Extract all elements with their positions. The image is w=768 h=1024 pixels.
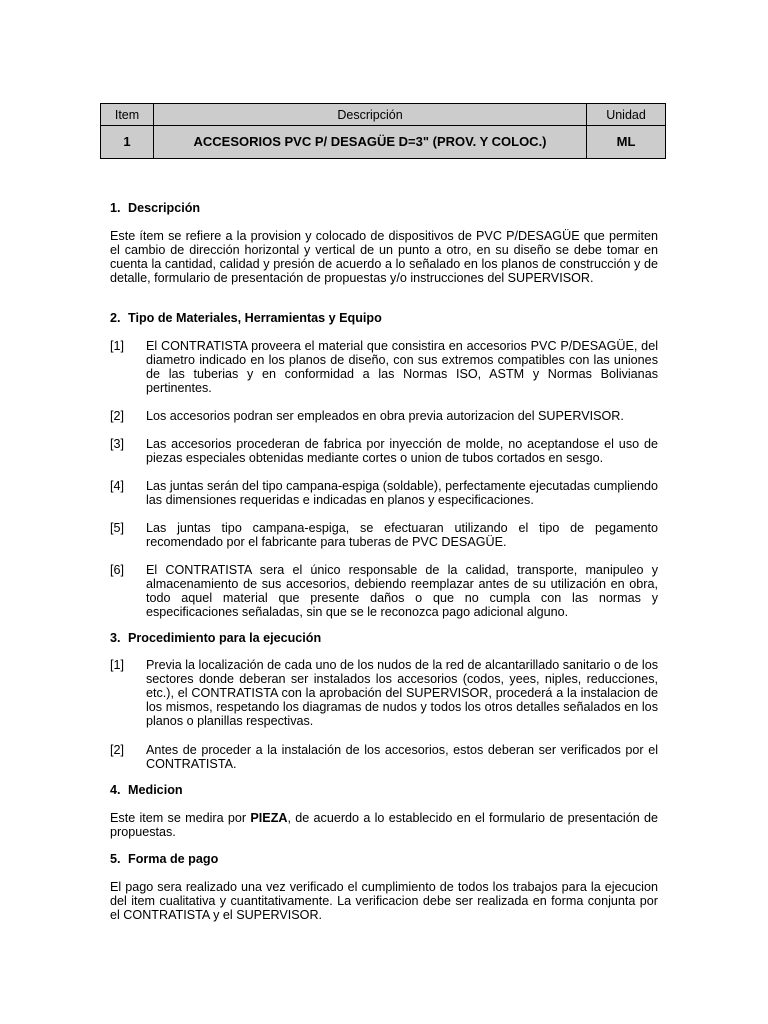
header-item: Item [101,104,154,126]
cell-unidad: ML [587,126,666,159]
list-item: [2] Antes de proceder a la instalación de los accesorios, estos deberan ser verificados por el CONTRATISTA. [110,743,658,771]
item-table [100,103,666,159]
header-unidad: Unidad [587,104,666,126]
descripcion-paragraph: Este ítem se refiere a la provision y colocado de dispositivos de PVC P/DESAGÜE que permiten el cambio de dirección horizontal y vertical de un punto a otro, en su diseño se debe tomar en cuenta la cantidad, calidad y presión de acuerdo a lo señalado en los planos de construcción y de detalle, formulario de presentación de propuestas y/o instrucciones del SUPERVISOR. [110,229,658,285]
section-heading-materiales: 2. Tipo de Materiales, Herramientas y Equipo [110,311,382,325]
section-heading-forma-de-pago: 5. Forma de pago [110,852,219,866]
section-heading-medicion: 4. Medicion [110,783,183,797]
list-item: [6] El CONTRATISTA sera el único responsable de la calidad, transporte, manipuleo y almacenamiento de sus accesorios, debiendo reemplazar antes de su utilización en obra, todo aquel material que presente daños o que no cumpla con las normas y especificaciones señaladas, sin que se le reconozca pago adicional alguno. [110,563,658,619]
table-row [101,126,666,159]
list-item: [1] El CONTRATISTA proveera el material que consistira en accesorios PVC P/DESAGÜE, del diametro indicado en los planos de diseño, con sus extremos compatibles con las uniones de las tuberias y en conformidad a las Normas ISO, ASTM y Normas Bolivianas pertinentes. [110,339,658,395]
medicion-paragraph: Este item se medira por PIEZA, de acuerdo a lo establecido en el formulario de presentación de propuestas. [110,811,658,839]
list-item: [3] Las accesorios procederan de fabrica por inyección de molde, no aceptandose el uso de piezas especiales obtenidas mediante cortes o union de tubos cortados en sesgo. [110,437,658,465]
section-heading-descripcion: 1. Descripción [110,201,201,215]
list-item: [1] Previa la localización de cada uno de los nudos de la red de alcantarillado sanitario o de los sectores donde deberan ser instalados los accesorios (codos, yees, niples, reducciones, etc.), el CONTRATISTA con la aprobación del SUPERVISOR, procederá a la instalacion de los mismos, respetando los diagramas de nudos y todos los otros detalles señalados en los planos o planillas respectivas. [110,658,658,728]
section-heading-procedimiento: 3. Procedimiento para la ejecución [110,631,322,645]
list-item: [5] Las juntas tipo campana-espiga, se efectuaran utilizando el tipo de pegamento recomendado por el fabricante para tuberas de PVC DESAGÜE. [110,521,658,549]
pago-paragraph: El pago sera realizado una vez verificado el cumplimiento de todos los trabajos para la ejecucion del item cualitativa y cuantitativamente. La verificacion debe ser realizada en forma conjunta por el CONTRATISTA y el SUPERVISOR. [110,880,658,922]
list-item: [2] Los accesorios podran ser empleados en obra previa autorizacion del SUPERVISOR. [110,409,624,423]
cell-descripcion: ACCESORIOS PVC P/ DESAGÜE D=3" (PROV. Y COLOC.) [154,126,587,159]
header-descripcion: Descripción [154,104,587,126]
cell-item: 1 [101,126,154,159]
table-header-row [101,104,666,126]
list-item: [4] Las juntas serán del tipo campana-espiga (soldable), perfectamente ejecutadas cumpliendo las dimensiones requeridas e indicadas en planos y especificaciones. [110,479,658,507]
